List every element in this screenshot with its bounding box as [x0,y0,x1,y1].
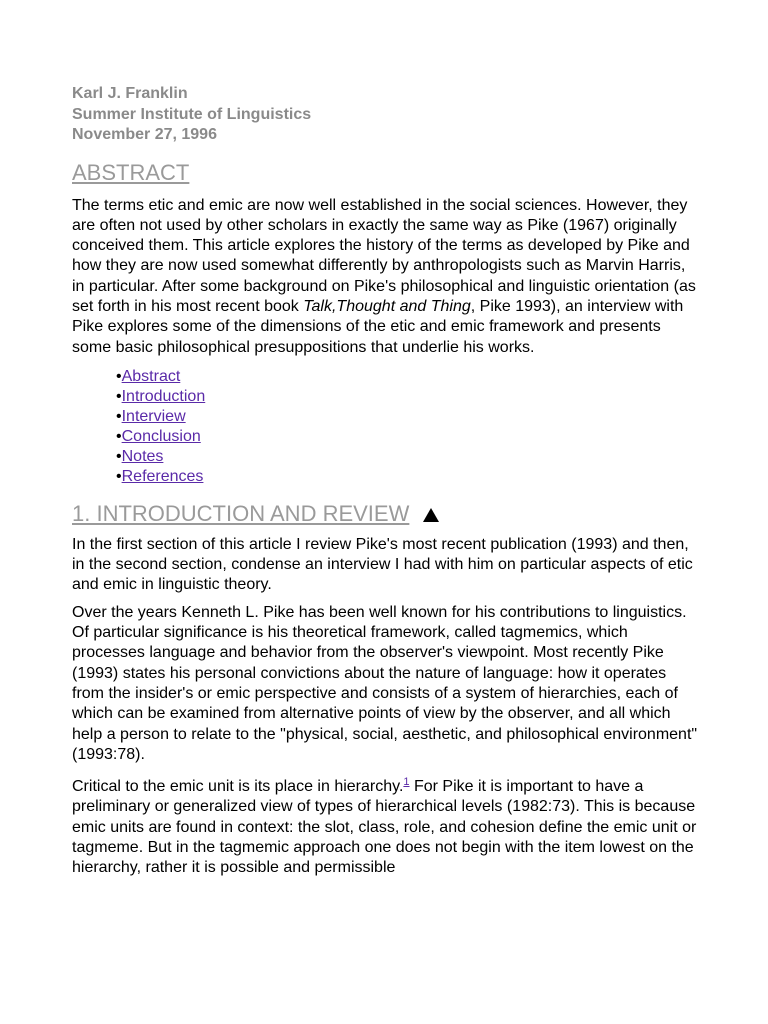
toc-item-abstract [116,367,702,387]
document-page [72,84,702,879]
toc-link-notes[interactable]: Notes [121,447,164,465]
introduction-heading-row [72,501,702,527]
book-title: Talk,Thought and Thing [303,297,471,315]
abstract-text [72,196,702,358]
introduction-paragraph-3 [72,772,702,878]
back-to-top-arrow-icon[interactable] [423,508,439,522]
bullet: • [116,467,122,485]
footnote-link-1[interactable]: 1 [403,776,410,789]
bullet: • [116,387,122,405]
abstract-heading: ABSTRACT [72,159,190,185]
introduction-paragraph-1: In the first section of this article I review Pike's most recent publication (1993) and then, in the second section, condense an interview I had with him on particular aspects of etic and emic in linguistic theory. [72,535,693,594]
abstract-text-part-1: The terms etic and emic are now well established in the social sciences. However, they are often not used by other scholars in exactly the same way as Pike (1967) originally conceived them. This article explores the history of the terms as developed by Pike and how they are now used somewhat differently by anthropologists such as Marvin Harris, in particular. After some background on Pike's philosophical and linguistic orientation (as set forth in his most recent book [72,196,696,315]
author-institution: Summer Institute of Linguistics [72,105,312,123]
publication-date: November 27, 1996 [72,126,217,143]
toc-item-conclusion [116,427,702,447]
introduction-paragraph-2: Over the years Kenneth L. Pike has been well known for his contributions to linguistics. Of particular significance is his theoretical framework, called tagmemics, which processes language and behavior from the observer's viewpoint. Most recently Pike (1993) states his personal convictions about the nature of language: how it operates from the insider's or emic perspective and consists of a system of hierarchies, each of which can be examined from alternative points of view by the observer, and all which help a person to relate to the "physical, social, aesthetic, and philosophical environment" (1993:78). [72,603,698,763]
paragraph-3-part-1: Critical to the emic unit is its place in hierarchy. [72,778,404,796]
toc-item-introduction [116,387,702,407]
toc-item-references [116,467,702,487]
toc-item-notes [116,447,702,467]
toc-item-interview [116,407,702,427]
table-of-contents [72,367,702,487]
bullet: • [116,447,122,465]
paragraph-3-part-2: For Pike it is important to have a preliminary or generalized view of types of hierarchical levels (1982:73). This is because emic units are found in context: the slot, class, role, and cohesion define the emic unit or tagmeme. But in the tagmemic approach one does not begin with the item lowest on the hierarchy, rather it is possible and permissible [72,778,697,877]
toc-link-introduction[interactable]: Introduction [121,387,206,405]
toc-link-references[interactable]: References [121,467,204,485]
abstract-text-part-2: , Pike 1993), an interview with Pike explores some of the dimensions of the etic and emic framework and presents some basic philosophical presuppositions that underlie his works. [72,297,684,356]
toc-link-conclusion[interactable]: Conclusion [121,427,201,445]
bullet: • [116,427,122,445]
author-block [72,84,702,146]
toc-link-interview[interactable]: Interview [121,407,186,425]
bullet: • [116,407,122,425]
author-name: Karl J. Franklin [72,85,188,102]
introduction-heading: 1. INTRODUCTION AND REVIEW [72,500,410,526]
bullet: • [116,367,122,385]
toc-link-abstract[interactable]: Abstract [121,367,181,385]
